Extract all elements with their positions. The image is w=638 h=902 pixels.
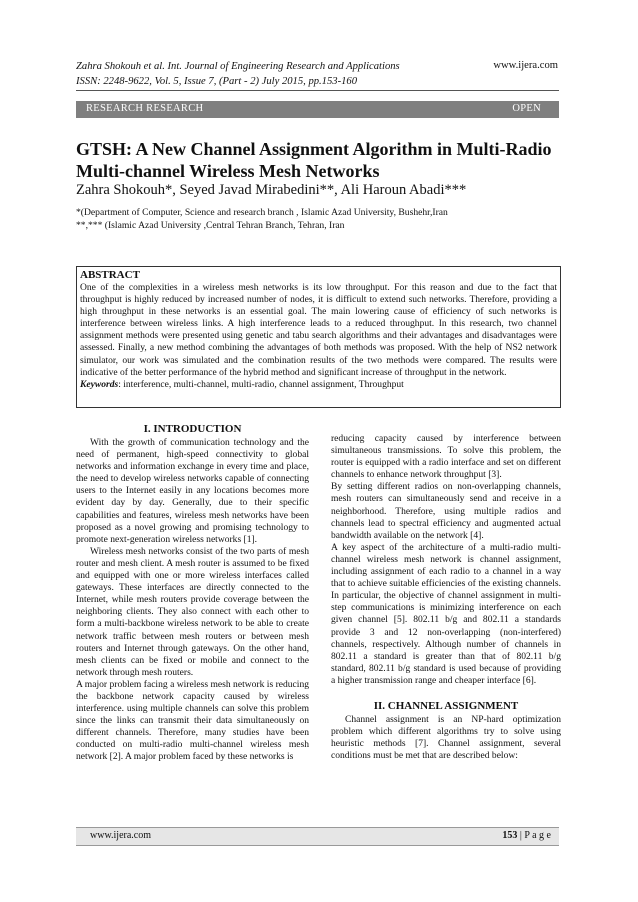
section-heading-introduction: I. INTRODUCTION — [143, 423, 242, 435]
left-column — [76, 422, 309, 764]
page-number-suffix: | P a g e — [517, 830, 551, 841]
page-number-value: 153 — [502, 830, 518, 841]
title-line-2: Multi-channel Wireless Mesh Networks — [76, 161, 380, 181]
paragraph: Wireless mesh networks consist of the two parts of mesh router and mesh client. A mesh router is assumed to be fixed and equipped with one or more wireless interfaces called gateways. These interfaces are directly connected to the Internet, while mesh routers provide coverage between the neighboring clients. They also connect with each other to form a multi-backbone wireless network to be able to create network traffic between mesh routers or between mesh routers and Internet through gateways. On the other hand, mesh clients can be fixed or mobile and connect to the network through mesh routers. — [76, 545, 309, 678]
paragraph: reducing capacity caused by interference between simultaneous transmissions. To solve this problem, the router is equipped with a radio interface and set on different channels to enhance network throughput [3]. — [331, 433, 561, 481]
banner-right-label: OPEN — [512, 103, 541, 114]
page-number — [502, 830, 551, 841]
paragraph: A key aspect of the architecture of a multi-radio multi-channel wireless mesh network is channel assignment, including assignment of each radio to a channel in a way that to achieve suitable efficiencies of the existing channels. In particular, the objective of channel assignment in multi-step communications is minimizing interference on each given channel [5]. 802.11 b/g and 802.11 a standards provide 3 and 12 non-overlapping (non-interfered) channels, respectively. Although number of channels in 802.11 a standard is greater than that of 802.11 b/g standard, 802.11 b/g standard is used because of providing a higher transmission range and cheaper interface [6]. — [331, 541, 561, 686]
citation-line-2: ISSN: 2248-9622, Vol. 5, Issue 7, (Part - 2) July 2015, pp.153-160 — [76, 75, 357, 87]
paragraph: With the growth of communication technology and the need of permanent, high-speed connectivity to global networks and information exchange in every time and place, the need to develop wireless networks capable of connecting users to the Internet easily in any locations becomes more evident day by day. Generally, due to their specific capabilities and features, wireless mesh networks have been proposed as a novel growing and promising technology to promote next-generation wireless networks [1]. — [76, 437, 309, 545]
title-line-1: GTSH: A New Channel Assignment Algorithm in Multi-Radio — [76, 139, 552, 159]
article-type-banner — [76, 101, 559, 118]
affiliation-1: *(Department of Computer, Science and research branch , Islamic Azad University, Bushehr,Iran — [76, 207, 448, 218]
paragraph: Channel assignment is an NP-hard optimization problem which different algorithms try to solve using heuristic methods [7]. Channel assignment, several conditions must be met that are described below: — [331, 713, 561, 762]
banner-left-label: RESEARCH RESEARCH — [86, 103, 204, 114]
paragraph: A major problem facing a wireless mesh network is reducing the backbone network capacity caused by wireless interference. using multiple channels can solve this problem since the links can transmit their data simultaneously on different channels. Therefore, many studies have been conducted on multi-radio multi-channel wireless mesh network [2]. A major problem faced by these networks is — [76, 678, 309, 763]
authors: Zahra Shokouh*, Seyed Javad Mirabedini**, Ali Haroun Abadi*** — [76, 182, 467, 198]
keywords-list: : interference, multi-channel, multi-radio, channel assignment, Throughput — [118, 378, 404, 390]
affiliation-2: **,*** (Islamic Azad University ,Central Tehran Branch, Tehran, Iran — [76, 220, 345, 231]
footer-site-link[interactable]: www.ijera.com — [90, 830, 151, 841]
right-column — [331, 433, 561, 762]
paper-title — [76, 138, 559, 182]
abstract-heading: ABSTRACT — [80, 269, 140, 281]
abstract-text: One of the complexities in a wireless mesh networks is its low throughput. For this reason and due to the fact that throughput is highly reduced by increased number of nodes, it is difficult to extend such networks. Therefore, providing a high throughput in these networks is an essential goal. The main lowering cause of efficiency of such networks is interference between wireless links. A high interference leads to a reduced throughput. In this research, two channel assignment methods were presented using genetic and tabu search algorithms and their advantages and disadvantages were assessed. Finally, a new method combining the advantages of both methods was proposed. With the help of NS2 network simulator, our work was simulated and the combination results of the two methods were compared. The results were indicative of the better performance of the hybrid method and significant increase of throughput in the network. — [80, 282, 557, 378]
keywords-label: Keywords — [80, 378, 119, 390]
header-site-link[interactable]: www.ijera.com — [493, 60, 558, 71]
keywords — [80, 379, 557, 391]
paragraph: By setting different radios on non-overlapping channels, mesh routers can simultaneously send and receive in a neighborhood. Therefore, using multiple radios and channels lead to spectral efficiency and augmented actual bandwidth available on the network [4]. — [331, 481, 561, 541]
header-divider — [76, 90, 559, 91]
section-heading-channel-assignment: II. CHANNEL ASSIGNMENT — [373, 699, 519, 712]
page-footer — [76, 827, 559, 846]
abstract-box — [76, 266, 561, 408]
affiliations — [76, 206, 448, 232]
running-header — [76, 60, 400, 89]
citation-line-1: Zahra Shokouh et al. Int. Journal of Engineering Research and Applications — [76, 61, 400, 72]
